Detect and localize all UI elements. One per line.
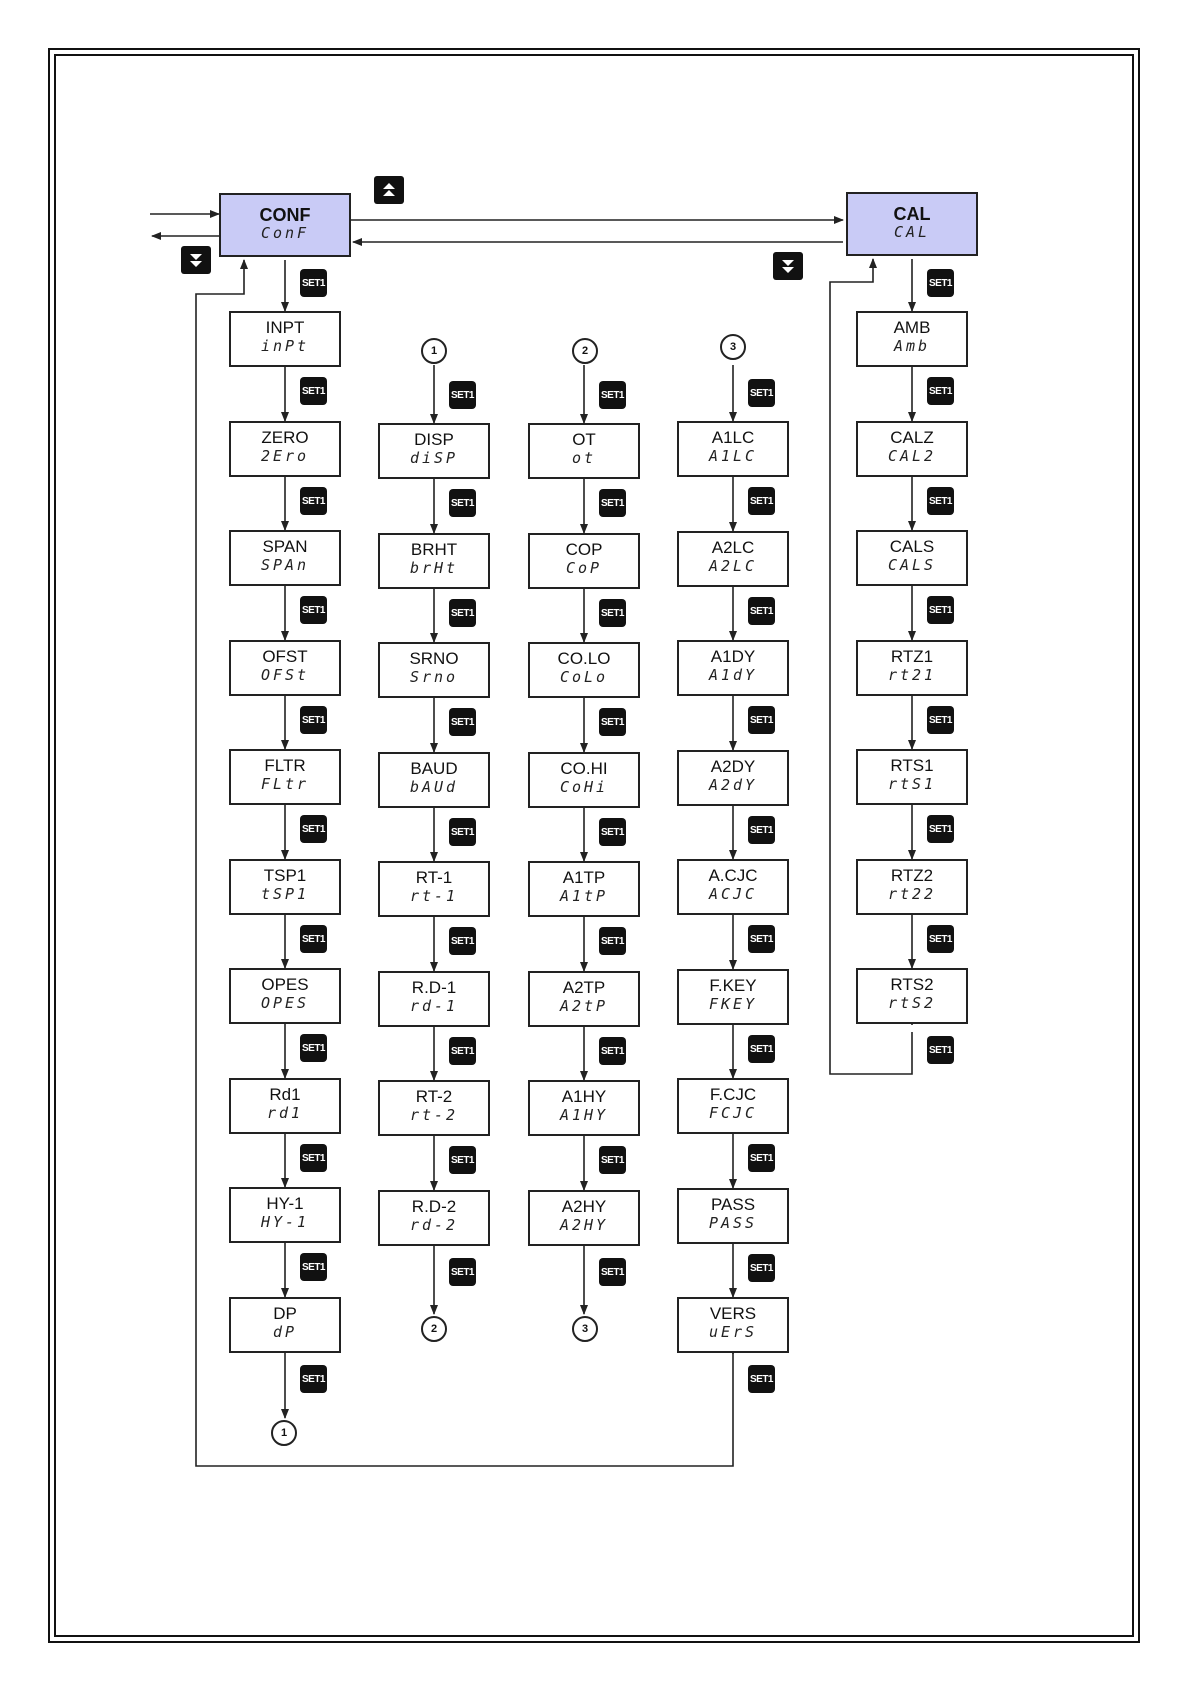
segment-display-label: Amb: [893, 337, 931, 355]
menu-box-amb[interactable]: [856, 311, 968, 367]
segment-display-label: A2tP: [559, 997, 609, 1015]
menu-box-opes[interactable]: [229, 968, 341, 1024]
menu-label: RTZ1: [890, 647, 934, 666]
col5-set-key[interactable]: SET1: [927, 925, 954, 953]
menu-box-pass[interactable]: [677, 1188, 789, 1244]
col1-set-key[interactable]: SET1: [300, 706, 327, 734]
menu-box-cals[interactable]: [856, 530, 968, 586]
menu-box-brht[interactable]: [378, 533, 490, 589]
segment-display-label: OFSt: [260, 666, 310, 684]
segment-display-label: CALS: [887, 556, 937, 574]
cal-segment-label: CAL: [893, 223, 931, 241]
col4-set-key[interactable]: SET1: [748, 1254, 775, 1282]
col5-set-key[interactable]: SET1: [927, 377, 954, 405]
col2-exit-set-key[interactable]: SET1: [449, 1258, 476, 1286]
menu-box-rt-1[interactable]: [378, 861, 490, 917]
menu-box-a2tp[interactable]: [528, 971, 640, 1027]
conf-label: CONF: [259, 205, 311, 225]
menu-box-hy-1[interactable]: [229, 1187, 341, 1243]
menu-label: CO.LO: [557, 649, 611, 668]
connector-3-bottom: 3: [572, 1316, 598, 1342]
col2-set-key[interactable]: SET1: [449, 489, 476, 517]
menu-label: RTS2: [890, 975, 934, 994]
menu-label: A2HY: [561, 1197, 607, 1216]
segment-display-label: OPES: [260, 994, 310, 1012]
menu-label: HY-1: [266, 1194, 304, 1213]
menu-label: A1TP: [562, 868, 606, 887]
menu-box-dp[interactable]: [229, 1297, 341, 1353]
menu-box-r-d-1[interactable]: [378, 971, 490, 1027]
menu-box-disp[interactable]: [378, 423, 490, 479]
menu-label: CALZ: [890, 428, 934, 447]
col5-set-key[interactable]: SET1: [927, 706, 954, 734]
menu-box-zero[interactable]: [229, 421, 341, 477]
menu-box-a1hy[interactable]: [528, 1080, 640, 1136]
menu-box-fltr[interactable]: [229, 749, 341, 805]
col3-set-key[interactable]: SET1: [599, 489, 626, 517]
segment-display-label: dP: [272, 1323, 298, 1341]
col4-set-key[interactable]: SET1: [748, 1144, 775, 1172]
menu-box-f-cjc[interactable]: [677, 1078, 789, 1134]
col1-set-key[interactable]: SET1: [300, 925, 327, 953]
menu-box-rts2[interactable]: [856, 968, 968, 1024]
col2-set-key[interactable]: SET1: [449, 599, 476, 627]
menu-box-rt-2[interactable]: [378, 1080, 490, 1136]
col1-set-key[interactable]: SET1: [300, 1144, 327, 1172]
menu-box-ot[interactable]: [528, 423, 640, 479]
menu-label: COP: [565, 540, 603, 559]
segment-display-label: A2dY: [708, 776, 758, 794]
col4-set-key[interactable]: SET1: [748, 487, 775, 515]
col1-set-key[interactable]: SET1: [300, 596, 327, 624]
col4-exit-set-key[interactable]: SET1: [748, 1365, 775, 1393]
menu-box-r-d-2[interactable]: [378, 1190, 490, 1246]
menu-label: A1HY: [561, 1087, 607, 1106]
menu-label: BRHT: [410, 540, 458, 559]
menu-label: TSP1: [263, 866, 307, 885]
menu-label: OFST: [262, 647, 308, 666]
segment-display-label: inPt: [260, 337, 310, 355]
down-key-icon-cal[interactable]: [773, 252, 803, 280]
col1-exit-set-key[interactable]: SET1: [300, 1365, 327, 1393]
connector-1-bottom: 1: [271, 1420, 297, 1446]
col2-set-key[interactable]: SET1: [449, 1146, 476, 1174]
connector-1-top: 1: [421, 338, 447, 364]
connector-2-top: 2: [572, 338, 598, 364]
col4-set-key[interactable]: SET1: [748, 925, 775, 953]
segment-display-label: A1tP: [559, 887, 609, 905]
segment-display-label: rt-2: [409, 1106, 459, 1124]
menu-box-ofst[interactable]: [229, 640, 341, 696]
menu-label: RTZ2: [890, 866, 934, 885]
menu-box-a1lc[interactable]: [677, 421, 789, 477]
col3-entry-set-key[interactable]: SET1: [599, 381, 626, 409]
menu-box-tsp1[interactable]: [229, 859, 341, 915]
col1-set-key[interactable]: SET1: [300, 1034, 327, 1062]
segment-display-label: rd1: [266, 1104, 304, 1122]
segment-display-label: CAL2: [887, 447, 937, 465]
segment-display-label: ACJC: [708, 885, 758, 903]
up-key-icon[interactable]: [374, 176, 404, 204]
col2-entry-set-key[interactable]: SET1: [449, 381, 476, 409]
segment-display-label: rtS1: [887, 775, 937, 793]
menu-label: DP: [273, 1304, 297, 1323]
menu-box-a1dy[interactable]: [677, 640, 789, 696]
segment-display-label: 2Ero: [260, 447, 310, 465]
col3-set-key[interactable]: SET1: [599, 927, 626, 955]
col5-set-key[interactable]: SET1: [927, 487, 954, 515]
segment-display-label: uErS: [708, 1323, 758, 1341]
col3-set-key[interactable]: SET1: [599, 708, 626, 736]
segment-display-label: ot: [571, 449, 597, 467]
cal-menu-box[interactable]: [846, 192, 978, 256]
segment-display-label: FLtr: [260, 775, 310, 793]
menu-label: FLTR: [264, 756, 306, 775]
menu-label: A2TP: [562, 978, 606, 997]
segment-display-label: diSP: [409, 449, 459, 467]
segment-display-label: bAUd: [409, 778, 459, 796]
connector-3-top: 3: [720, 334, 746, 360]
menu-box-a1tp[interactable]: [528, 861, 640, 917]
segment-display-label: FCJC: [708, 1104, 758, 1122]
menu-label: RTS1: [890, 756, 934, 775]
menu-label: VERS: [709, 1304, 757, 1323]
segment-display-label: A1dY: [708, 666, 758, 684]
menu-box-a2hy[interactable]: [528, 1190, 640, 1246]
segment-display-label: rt22: [887, 885, 937, 903]
segment-display-label: A1HY: [559, 1106, 609, 1124]
menu-label: BAUD: [410, 759, 458, 778]
conf-menu-box[interactable]: [219, 193, 351, 257]
menu-label: PASS: [710, 1195, 756, 1214]
menu-label: A1LC: [711, 428, 755, 447]
segment-display-label: FKEY: [708, 995, 758, 1013]
menu-label: R.D-1: [411, 978, 457, 997]
segment-display-label: CoP: [565, 559, 603, 577]
col5-entry-set-key[interactable]: SET1: [927, 269, 954, 297]
menu-label: RT-1: [415, 868, 453, 887]
menu-box-vers[interactable]: [677, 1297, 789, 1353]
segment-display-label: Srno: [409, 668, 459, 686]
col3-set-key[interactable]: SET1: [599, 1037, 626, 1065]
col1-set-key[interactable]: SET1: [300, 377, 327, 405]
col3-set-key[interactable]: SET1: [599, 599, 626, 627]
segment-display-label: rd-2: [409, 1216, 459, 1234]
menu-box-f-key[interactable]: [677, 969, 789, 1025]
col3-set-key[interactable]: SET1: [599, 818, 626, 846]
segment-display-label: A2HY: [559, 1216, 609, 1234]
menu-box-co-hi[interactable]: [528, 752, 640, 808]
col2-set-key[interactable]: SET1: [449, 1037, 476, 1065]
menu-label: A1DY: [710, 647, 756, 666]
segment-display-label: CoHi: [559, 778, 609, 796]
menu-label: CALS: [889, 537, 935, 556]
menu-box-srno[interactable]: [378, 642, 490, 698]
col2-set-key[interactable]: SET1: [449, 818, 476, 846]
menu-label: RT-2: [415, 1087, 453, 1106]
col1-entry-set-key[interactable]: SET1: [300, 269, 327, 297]
menu-box-rts1[interactable]: [856, 749, 968, 805]
segment-display-label: rtS2: [887, 994, 937, 1012]
segment-display-label: rt21: [887, 666, 937, 684]
menu-label: CO.HI: [560, 759, 608, 778]
col1-set-key[interactable]: SET1: [300, 487, 327, 515]
segment-display-label: A1LC: [708, 447, 758, 465]
menu-label: SRNO: [409, 649, 459, 668]
menu-box-inpt[interactable]: [229, 311, 341, 367]
menu-label: ZERO: [261, 428, 309, 447]
col4-set-key[interactable]: SET1: [748, 816, 775, 844]
menu-label: R.D-2: [411, 1197, 457, 1216]
segment-display-label: rt-1: [409, 887, 459, 905]
menu-box-rtz2[interactable]: [856, 859, 968, 915]
menu-box-calz[interactable]: [856, 421, 968, 477]
segment-display-label: CoLo: [559, 668, 609, 686]
col2-set-key[interactable]: SET1: [449, 708, 476, 736]
col4-entry-set-key[interactable]: SET1: [748, 379, 775, 407]
segment-display-label: tSP1: [260, 885, 310, 903]
menu-box-rd1[interactable]: [229, 1078, 341, 1134]
col5-set-key[interactable]: SET1: [927, 596, 954, 624]
menu-label: A2LC: [711, 538, 755, 557]
menu-label: OT: [572, 430, 596, 449]
menu-label: F.KEY: [709, 976, 757, 995]
menu-label: AMB: [893, 318, 931, 337]
segment-display-label: A2LC: [708, 557, 758, 575]
menu-label: OPES: [261, 975, 309, 994]
menu-box-co-lo[interactable]: [528, 642, 640, 698]
cal-label: CAL: [893, 204, 931, 224]
menu-box-cop[interactable]: [528, 533, 640, 589]
menu-label: F.CJC: [709, 1085, 757, 1104]
menu-box-a2dy[interactable]: [677, 750, 789, 806]
down-key-icon-conf[interactable]: [181, 246, 211, 274]
col4-set-key[interactable]: SET1: [748, 597, 775, 625]
col3-set-key[interactable]: SET1: [599, 1146, 626, 1174]
menu-box-rtz1[interactable]: [856, 640, 968, 696]
segment-display-label: PASS: [708, 1214, 758, 1232]
conf-segment-label: ConF: [260, 224, 310, 242]
segment-display-label: HY-1: [260, 1213, 310, 1231]
segment-display-label: rd-1: [409, 997, 459, 1015]
menu-label: DISP: [414, 430, 454, 449]
col5-exit-set-key[interactable]: SET1: [927, 1036, 954, 1064]
menu-box-baud[interactable]: [378, 752, 490, 808]
menu-label: SPAN: [262, 537, 308, 556]
menu-box-span[interactable]: [229, 530, 341, 586]
menu-box-a2lc[interactable]: [677, 531, 789, 587]
col2-set-key[interactable]: SET1: [449, 927, 476, 955]
menu-label: A.CJC: [708, 866, 758, 885]
col5-set-key[interactable]: SET1: [927, 815, 954, 843]
col4-set-key[interactable]: SET1: [748, 706, 775, 734]
segment-display-label: brHt: [409, 559, 459, 577]
menu-label: Rd1: [269, 1085, 301, 1104]
menu-label: A2DY: [710, 757, 756, 776]
col3-exit-set-key[interactable]: SET1: [599, 1258, 626, 1286]
col4-set-key[interactable]: SET1: [748, 1035, 775, 1063]
menu-box-a-cjc[interactable]: [677, 859, 789, 915]
connector-2-bottom: 2: [421, 1316, 447, 1342]
segment-display-label: SPAn: [260, 556, 310, 574]
col1-set-key[interactable]: SET1: [300, 1253, 327, 1281]
col1-set-key[interactable]: SET1: [300, 815, 327, 843]
menu-label: INPT: [265, 318, 305, 337]
